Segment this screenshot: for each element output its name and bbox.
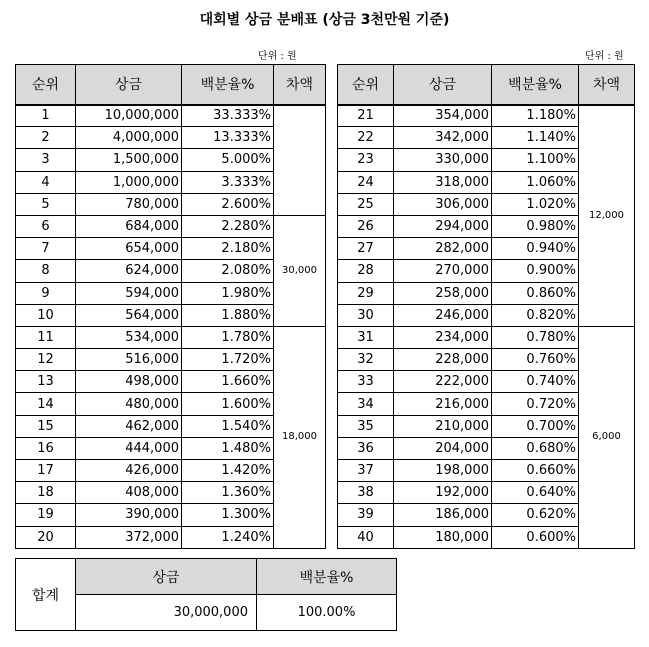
percent-cell: 1.060% bbox=[492, 171, 579, 193]
rank-cell: 39 bbox=[338, 504, 394, 526]
prize-cell: 342,000 bbox=[394, 127, 492, 149]
prize-cell: 294,000 bbox=[394, 215, 492, 237]
prize-cell: 216,000 bbox=[394, 393, 492, 415]
percent-cell: 0.680% bbox=[492, 437, 579, 459]
prize-cell: 354,000 bbox=[394, 105, 492, 127]
rank-cell: 6 bbox=[16, 215, 76, 237]
prize-cell: 186,000 bbox=[394, 504, 492, 526]
percent-cell: 2.080% bbox=[182, 260, 274, 282]
percent-cell: 1.980% bbox=[182, 282, 274, 304]
percent-cell: 0.760% bbox=[492, 349, 579, 371]
total-label: 합계 bbox=[16, 559, 76, 631]
prize-cell: 228,000 bbox=[394, 349, 492, 371]
prize-cell: 408,000 bbox=[76, 482, 182, 504]
prize-cell: 390,000 bbox=[76, 504, 182, 526]
rank-cell: 29 bbox=[338, 282, 394, 304]
table-row bbox=[16, 105, 326, 127]
rank-cell: 18 bbox=[16, 482, 76, 504]
unit-label-right: 단위 : 원 bbox=[585, 51, 624, 62]
rank-cell: 25 bbox=[338, 193, 394, 215]
prize-cell: 534,000 bbox=[76, 326, 182, 348]
percent-cell: 0.640% bbox=[492, 482, 579, 504]
rank-cell: 27 bbox=[338, 238, 394, 260]
percent-cell: 0.620% bbox=[492, 504, 579, 526]
rank-cell: 5 bbox=[16, 193, 76, 215]
rank-cell: 21 bbox=[338, 105, 394, 127]
prize-cell: 330,000 bbox=[394, 149, 492, 171]
header-percent: 백분율% bbox=[182, 65, 274, 105]
total-prize-value: 30,000,000 bbox=[76, 595, 257, 631]
percent-cell: 1.180% bbox=[492, 105, 579, 127]
rank-cell: 26 bbox=[338, 215, 394, 237]
prize-cell: 516,000 bbox=[76, 349, 182, 371]
percent-cell: 2.180% bbox=[182, 238, 274, 260]
table-row bbox=[338, 105, 635, 127]
header-rank: 순위 bbox=[16, 65, 76, 105]
prize-cell: 498,000 bbox=[76, 371, 182, 393]
rank-cell: 22 bbox=[338, 127, 394, 149]
percent-cell: 1.780% bbox=[182, 326, 274, 348]
percent-cell: 0.820% bbox=[492, 304, 579, 326]
prize-cell: 780,000 bbox=[76, 193, 182, 215]
prize-cell: 306,000 bbox=[394, 193, 492, 215]
percent-cell: 1.540% bbox=[182, 415, 274, 437]
prize-cell: 1,500,000 bbox=[76, 149, 182, 171]
rank-cell: 11 bbox=[16, 326, 76, 348]
table-row bbox=[16, 326, 326, 348]
percent-cell: 1.100% bbox=[492, 149, 579, 171]
percent-cell: 1.600% bbox=[182, 393, 274, 415]
percent-cell: 0.660% bbox=[492, 460, 579, 482]
rank-cell: 7 bbox=[16, 238, 76, 260]
percent-cell: 2.600% bbox=[182, 193, 274, 215]
percent-cell: 0.940% bbox=[492, 238, 579, 260]
prize-table-left bbox=[15, 64, 326, 549]
rank-cell: 15 bbox=[16, 415, 76, 437]
prize-cell: 258,000 bbox=[394, 282, 492, 304]
percent-cell: 33.333% bbox=[182, 105, 274, 127]
rank-cell: 30 bbox=[338, 304, 394, 326]
rank-cell: 2 bbox=[16, 127, 76, 149]
prize-cell: 246,000 bbox=[394, 304, 492, 326]
percent-cell: 3.333% bbox=[182, 171, 274, 193]
prize-cell: 270,000 bbox=[394, 260, 492, 282]
rank-cell: 38 bbox=[338, 482, 394, 504]
prize-cell: 462,000 bbox=[76, 415, 182, 437]
prize-cell: 192,000 bbox=[394, 482, 492, 504]
prize-cell: 654,000 bbox=[76, 238, 182, 260]
percent-cell: 0.900% bbox=[492, 260, 579, 282]
percent-cell: 0.600% bbox=[492, 526, 579, 548]
percent-cell: 13.333% bbox=[182, 127, 274, 149]
prize-cell: 210,000 bbox=[394, 415, 492, 437]
diff-cell bbox=[274, 105, 326, 216]
header-percent: 백분율% bbox=[492, 65, 579, 105]
prize-cell: 222,000 bbox=[394, 371, 492, 393]
rank-cell: 20 bbox=[16, 526, 76, 548]
diff-cell: 18,000 bbox=[274, 326, 326, 548]
percent-cell: 1.140% bbox=[492, 127, 579, 149]
rank-cell: 23 bbox=[338, 149, 394, 171]
unit-label-left: 단위 : 원 bbox=[258, 51, 297, 62]
header-prize: 상금 bbox=[76, 65, 182, 105]
rank-cell: 9 bbox=[16, 282, 76, 304]
percent-cell: 0.720% bbox=[492, 393, 579, 415]
rank-cell: 3 bbox=[16, 149, 76, 171]
prize-cell: 426,000 bbox=[76, 460, 182, 482]
rank-cell: 34 bbox=[338, 393, 394, 415]
header-diff: 차액 bbox=[274, 65, 326, 105]
rank-cell: 17 bbox=[16, 460, 76, 482]
percent-cell: 0.700% bbox=[492, 415, 579, 437]
rank-cell: 32 bbox=[338, 349, 394, 371]
header-rank: 순위 bbox=[338, 65, 394, 105]
percent-cell: 0.740% bbox=[492, 371, 579, 393]
prize-cell: 234,000 bbox=[394, 326, 492, 348]
prize-cell: 198,000 bbox=[394, 460, 492, 482]
rank-cell: 35 bbox=[338, 415, 394, 437]
rank-cell: 24 bbox=[338, 171, 394, 193]
diff-cell: 12,000 bbox=[579, 105, 635, 327]
rank-cell: 31 bbox=[338, 326, 394, 348]
percent-cell: 1.880% bbox=[182, 304, 274, 326]
prize-cell: 10,000,000 bbox=[76, 105, 182, 127]
total-table bbox=[15, 558, 397, 631]
prize-cell: 318,000 bbox=[394, 171, 492, 193]
percent-cell: 1.480% bbox=[182, 437, 274, 459]
prize-cell: 204,000 bbox=[394, 437, 492, 459]
percent-cell: 1.360% bbox=[182, 482, 274, 504]
rank-cell: 36 bbox=[338, 437, 394, 459]
diff-cell: 30,000 bbox=[274, 215, 326, 326]
rank-cell: 19 bbox=[16, 504, 76, 526]
table-row bbox=[16, 215, 326, 237]
percent-cell: 2.280% bbox=[182, 215, 274, 237]
header-diff: 차액 bbox=[579, 65, 635, 105]
prize-cell: 372,000 bbox=[76, 526, 182, 548]
rank-cell: 40 bbox=[338, 526, 394, 548]
prize-cell: 684,000 bbox=[76, 215, 182, 237]
rank-cell: 37 bbox=[338, 460, 394, 482]
prize-cell: 1,000,000 bbox=[76, 171, 182, 193]
prize-cell: 624,000 bbox=[76, 260, 182, 282]
rank-cell: 10 bbox=[16, 304, 76, 326]
rank-cell: 28 bbox=[338, 260, 394, 282]
rank-cell: 33 bbox=[338, 371, 394, 393]
header-row bbox=[338, 65, 635, 105]
header-prize: 상금 bbox=[394, 65, 492, 105]
prize-cell: 4,000,000 bbox=[76, 127, 182, 149]
rank-cell: 12 bbox=[16, 349, 76, 371]
percent-cell: 1.420% bbox=[182, 460, 274, 482]
diff-cell: 6,000 bbox=[579, 326, 635, 548]
prize-cell: 594,000 bbox=[76, 282, 182, 304]
rank-cell: 1 bbox=[16, 105, 76, 127]
table-row bbox=[338, 326, 635, 348]
header-row bbox=[16, 65, 326, 105]
percent-cell: 1.660% bbox=[182, 371, 274, 393]
prize-cell: 444,000 bbox=[76, 437, 182, 459]
percent-cell: 1.720% bbox=[182, 349, 274, 371]
rank-cell: 14 bbox=[16, 393, 76, 415]
prize-table-right bbox=[337, 64, 635, 549]
rank-cell: 8 bbox=[16, 260, 76, 282]
rank-cell: 13 bbox=[16, 371, 76, 393]
prize-cell: 480,000 bbox=[76, 393, 182, 415]
rank-cell: 4 bbox=[16, 171, 76, 193]
percent-cell: 5.000% bbox=[182, 149, 274, 171]
percent-cell: 0.980% bbox=[492, 215, 579, 237]
percent-cell: 1.300% bbox=[182, 504, 274, 526]
total-prize-header: 상금 bbox=[76, 559, 257, 595]
percent-cell: 1.240% bbox=[182, 526, 274, 548]
total-percent-value: 100.00% bbox=[257, 595, 397, 631]
prize-cell: 564,000 bbox=[76, 304, 182, 326]
rank-cell: 16 bbox=[16, 437, 76, 459]
percent-cell: 1.020% bbox=[492, 193, 579, 215]
prize-cell: 180,000 bbox=[394, 526, 492, 548]
page-title: 대회별 상금 분배표 (상금 3천만원 기준) bbox=[199, 12, 450, 28]
total-percent-header: 백분율% bbox=[257, 559, 397, 595]
percent-cell: 0.780% bbox=[492, 326, 579, 348]
prize-cell: 282,000 bbox=[394, 238, 492, 260]
percent-cell: 0.860% bbox=[492, 282, 579, 304]
